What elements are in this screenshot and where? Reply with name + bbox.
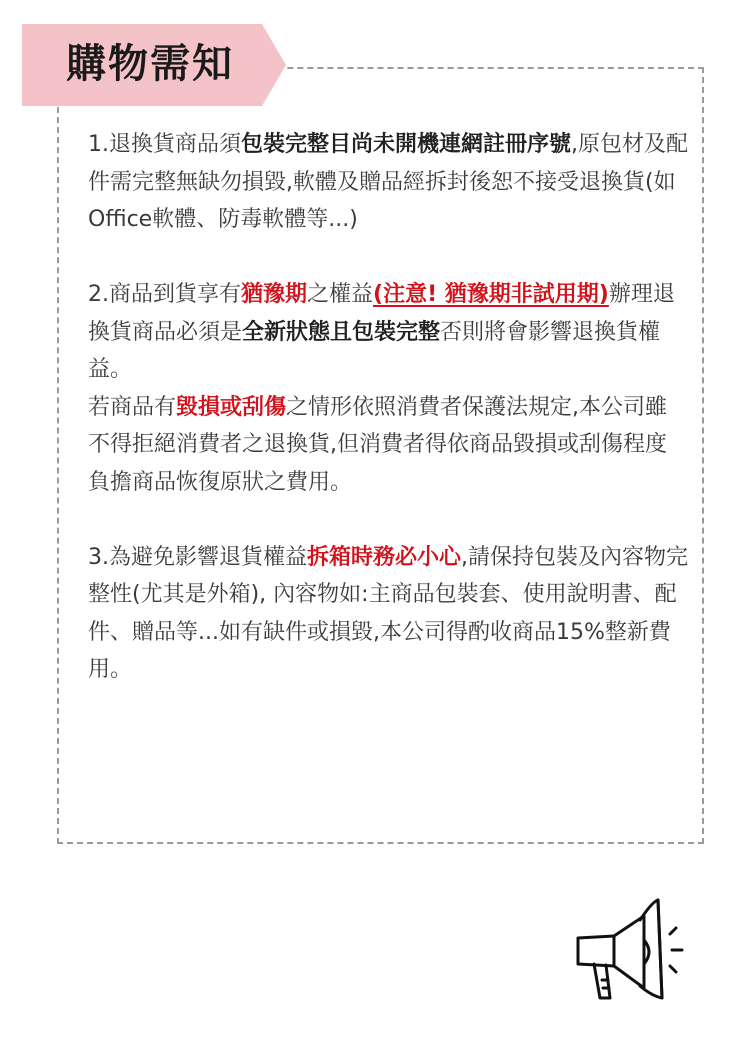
notice-item-2-extra (88, 389, 688, 502)
bold-text: 全新狀態且包裝完整 (242, 319, 441, 345)
notice-item-1 (88, 126, 688, 239)
text: 1.退換貨商品須 (88, 132, 241, 157)
page-title: 購物需知 (66, 41, 234, 87)
notice-content (88, 126, 688, 689)
warning-text: (注意! 猶豫期非試用期) (373, 282, 609, 307)
text: ,原包材及配件需完整無缺勿損毀,軟體及贈品經拆封後恕不接受退換貨(如Office軟體、防毒軟體等...) (88, 132, 689, 232)
notice-item-3 (88, 539, 688, 689)
text: ,請保持包裝及內容物完整性(尤其是外箱), 內容物如:主商品包裝套、使用說明書、配件、贈品等...如有缺件或損毀,本公司得酌收商品15%整新費用。 (88, 544, 689, 682)
notice-item-2 (88, 276, 688, 389)
highlight-text: 拆箱時務必小心 (307, 544, 462, 570)
text: 之權益 (307, 282, 374, 307)
text: 辦理退換貨商品必須是 (88, 282, 675, 345)
megaphone-icon (572, 894, 692, 1006)
text: 2.商品到貨享有 (88, 282, 241, 307)
highlight-text: 猶豫期 (241, 282, 308, 307)
text: 3.為避免影響退貨權益 (88, 544, 307, 570)
text: 之情形依照消費者保護法規定,本公司雖不得拒絕消費者之退換貨,但消費者得依商品毀損或刮傷程度負擔商品恢復原狀之費用。 (88, 394, 668, 495)
highlight-text: 毀損或刮傷 (176, 394, 287, 420)
text: 若商品有 (88, 394, 177, 420)
text: 否則將會影響退換貨權益。 (88, 319, 661, 382)
bold-text: 包裝完整目尚未開機連網註冊序號 (241, 132, 572, 157)
